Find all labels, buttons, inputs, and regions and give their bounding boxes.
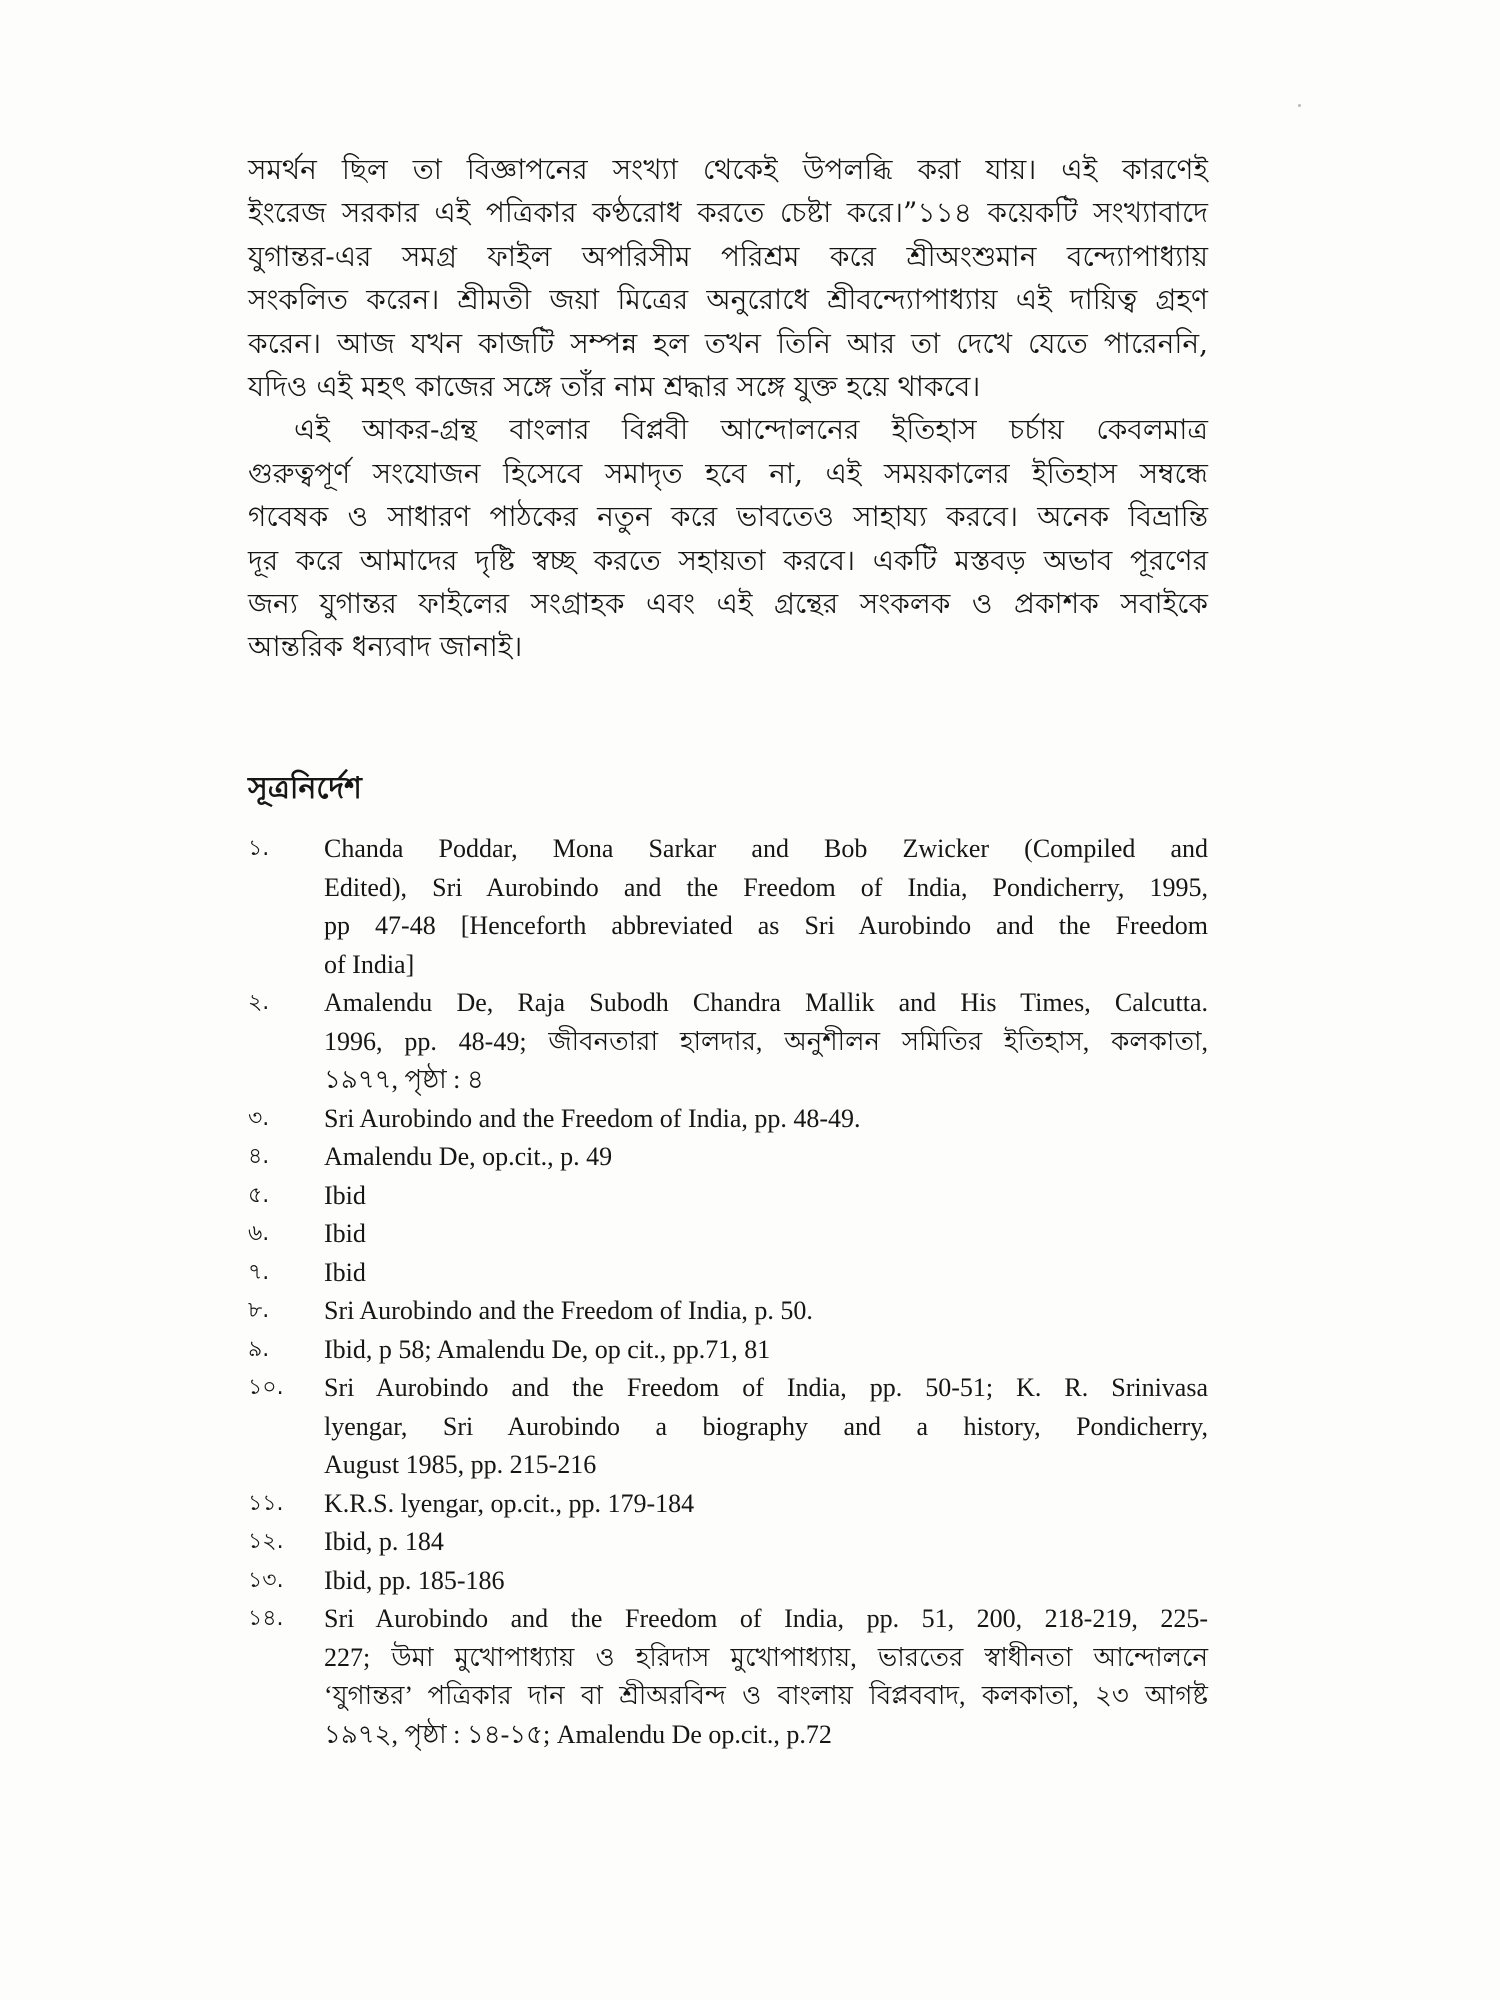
reference-number: ১৩. (248, 1567, 284, 1593)
references-list (248, 830, 1208, 1754)
reference-number: ১০. (248, 1375, 284, 1400)
reference-line: Ibid (324, 1180, 366, 1210)
reference-line: pp 47-48 [Henceforth abbreviated as Sri Aurobindo and the Freedom (324, 911, 1208, 940)
reference-text (324, 1369, 1208, 1485)
reference-line: Ibid (324, 1219, 366, 1248)
paragraph-1 (248, 148, 1208, 408)
reference-text (324, 1292, 1208, 1331)
reference-line: Amalendu De, op.cit., p. 49 (324, 1142, 613, 1171)
reference-number: ১. (248, 836, 270, 861)
reference-number: ১১. (248, 1490, 284, 1516)
reference-line: lyengar, Sri Aurobindo a biography and a history, Pondicherry, (324, 1411, 1208, 1441)
reference-item (248, 1600, 1208, 1754)
reference-item (248, 984, 1208, 1100)
paragraph-line: করেন। আজ যখন কাজটি সম্পন্ন হল তখন তিনি আর তা দেখে যেতে পারেননি, (248, 326, 1208, 360)
paragraph-line: ইংরেজ সরকার এই পত্রিকার কণ্ঠরোধ করতে চেষ্টা করে।”১১৪ কয়েকটি সংখ্যাবাদে (248, 196, 1208, 230)
reference-number: ৮. (248, 1298, 270, 1323)
reference-line: Amalendu De, Raja Subodh Chandra Mallik and His Times, Calcutta. (324, 988, 1208, 1017)
reference-item (248, 1177, 1208, 1216)
reference-item (248, 1523, 1208, 1562)
reference-line: Sri Aurobindo and the Freedom of India, pp. 50-51; K. R. Srinivasa (324, 1373, 1208, 1402)
reference-line: Sri Aurobindo and the Freedom of India, p. 50. (324, 1296, 813, 1325)
reference-item (248, 1331, 1208, 1370)
paragraph-line: দূর করে আমাদের দৃষ্টি স্বচ্ছ করতে সহায়তা করবে। একটি মস্তবড় অভাব পূরণের (248, 543, 1208, 577)
reference-number: ১২. (248, 1529, 284, 1554)
reference-line: ১৯৭২, পৃষ্ঠা : ১৪-১৫; Amalendu De op.cit., p.72 (324, 1719, 832, 1749)
paragraph-line: গুরুত্বপূর্ণ সংযোজন হিসেবে সমাদৃত হবে না, এই সময়কালের ইতিহাস সম্বন্ধে (248, 456, 1208, 490)
reference-line: Ibid, p. 184 (324, 1527, 444, 1556)
reference-line: Edited), Sri Aurobindo and the Freedom of India, Pondicherry, 1995, (324, 872, 1208, 902)
body-text (248, 148, 1208, 669)
reference-text (324, 1523, 1208, 1562)
reference-number: ২. (248, 990, 270, 1015)
reference-item (248, 1138, 1208, 1177)
reference-number: ৭. (248, 1259, 270, 1285)
paragraph-line: যুগান্তর-এর সমগ্র ফাইল অপরিসীম পরিশ্রম করে শ্রীঅংশুমান বন্দ্যোপাধ্যায় (248, 239, 1208, 273)
reference-text (324, 984, 1208, 1100)
reference-text (324, 1100, 1208, 1139)
reference-text (324, 1331, 1208, 1370)
paragraph-line: জন্য যুগান্তর ফাইলের সংগ্রাহক এবং এই গ্রন্থের সংকলক ও প্রকাশক সবাইকে (248, 587, 1208, 621)
reference-text (324, 1485, 1208, 1524)
reference-text (324, 830, 1208, 984)
reference-item (248, 1562, 1208, 1601)
reference-line: August 1985, pp. 215-216 (324, 1450, 597, 1479)
section-title-references: সূত্রনির্দেশ (248, 771, 362, 806)
reference-text (324, 1254, 1208, 1293)
paragraph-line: এই আকর-গ্রন্থ বাংলার বিপ্লবী আন্দোলনের ইতিহাস চর্চায় কেবলমাত্র (294, 413, 1208, 447)
reference-number: ৯. (248, 1336, 270, 1362)
paragraph-line: যদিও এই মহৎ কাজের সঙ্গে তাঁর নাম শ্রদ্ধার সঙ্গে যুক্ত হয়ে থাকবে। (248, 370, 981, 404)
reference-line: Chanda Poddar, Mona Sarkar and Bob Zwicker (Compiled and (324, 834, 1208, 863)
reference-item (248, 1485, 1208, 1524)
reference-number: ৫. (248, 1182, 270, 1208)
reference-item (248, 1100, 1208, 1139)
paragraph-line: গবেষক ও সাধারণ পাঠকের নতুন করে ভাবতেও সাহায্য করবে। অনেক বিভ্রান্তি (248, 500, 1208, 534)
reference-text (324, 1562, 1208, 1601)
reference-item (248, 1254, 1208, 1293)
paragraph-2 (248, 408, 1208, 668)
paragraph-line: আন্তরিক ধন্যবাদ জানাই। (248, 630, 523, 664)
paragraph-line: সংকলিত করেন। শ্রীমতী জয়া মিত্রের অনুরোধে শ্রীবন্দ্যোপাধ্যায় এই দায়িত্ব গ্রহণ (248, 283, 1208, 317)
reference-line: K.R.S. lyengar, op.cit., pp. 179-184 (324, 1488, 695, 1518)
reference-number: ৩. (248, 1105, 270, 1131)
paragraph-line: সমর্থন ছিল তা বিজ্ঞাপনের সংখ্যা থেকেই উপলব্ধি করা যায়। এই কারণেই (248, 153, 1208, 186)
reference-line: ‘যুগান্তর’ পত্রিকার দান বা শ্রীঅরবিন্দ ও বাংলায় বিপ্লববাদ, কলকাতা, ২৩ আগষ্ট (324, 1681, 1208, 1710)
reference-item (248, 1215, 1208, 1254)
reference-line: Sri Aurobindo and the Freedom of India, pp. 48-49. (324, 1103, 861, 1133)
reference-text (324, 1600, 1208, 1754)
reference-line: ১৯৭৭, পৃষ্ঠা : ৪ (324, 1065, 484, 1094)
reference-line: Sri Aurobindo and the Freedom of India, pp. 51, 200, 218-219, 225- (324, 1604, 1208, 1633)
reference-line: 227; উমা মুখোপাধ্যায় ও হরিদাস মুখোপাধ্যায়, ভারতের স্বাধীনতা আন্দোলনে (324, 1642, 1208, 1672)
reference-text (324, 1215, 1208, 1254)
reference-line: 1996, pp. 48-49; জীবনতারা হালদার, অনুশীলন সমিতির ইতিহাস, কলকাতা, (324, 1026, 1208, 1056)
reference-item (248, 830, 1208, 984)
page-speck (1298, 104, 1301, 107)
reference-text (324, 1138, 1208, 1177)
reference-number: ৪. (248, 1144, 270, 1169)
reference-text (324, 1177, 1208, 1216)
reference-line: Ibid, pp. 185-186 (324, 1565, 505, 1595)
reference-line: Ibid, p 58; Amalendu De, op cit., pp.71, 81 (324, 1334, 771, 1364)
reference-line: Ibid (324, 1257, 366, 1287)
reference-number: ১৪. (248, 1606, 284, 1631)
reference-item (248, 1292, 1208, 1331)
reference-number: ৬. (248, 1221, 270, 1246)
reference-line: of India] (324, 949, 415, 979)
reference-item (248, 1369, 1208, 1485)
